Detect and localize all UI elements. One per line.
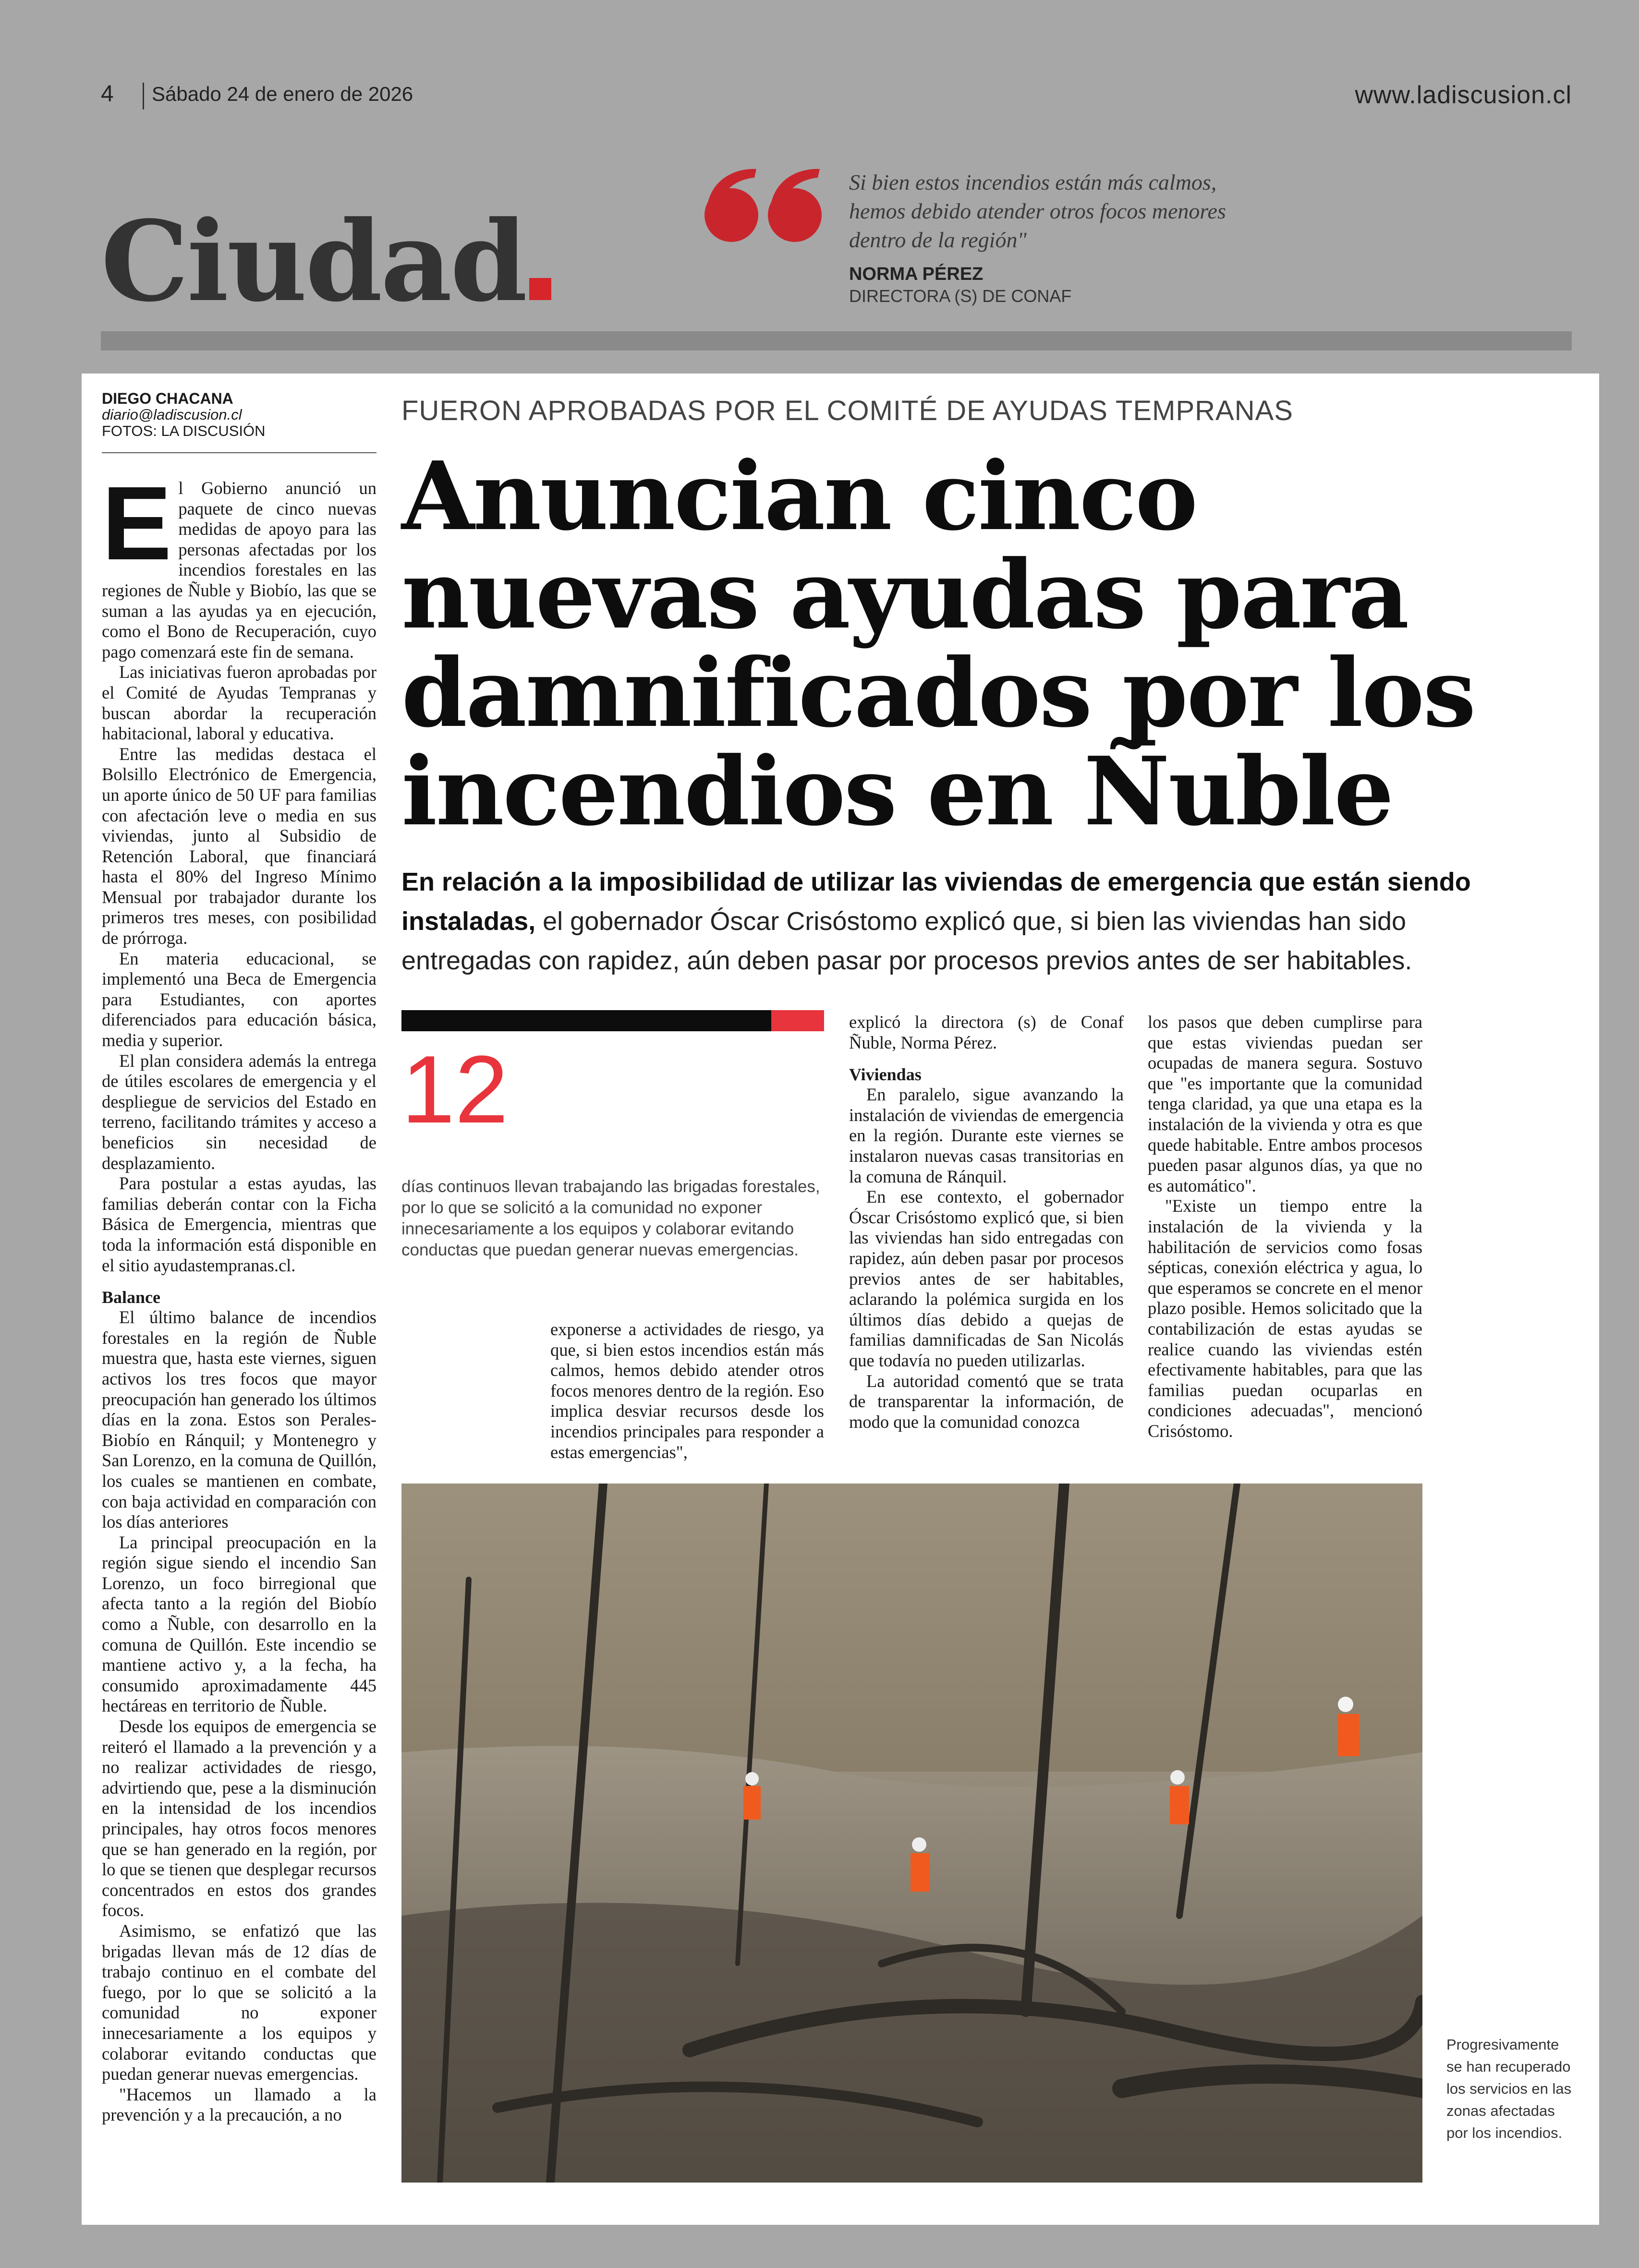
deck-bold: En relación a la imposibilidad de utilizar las viviendas de emergencia que están siendo instaladas, [401, 868, 1471, 936]
pull-quote-name: NORMA PÉREZ [849, 264, 983, 284]
paragraph: los pasos que deben cumplirse para que estas viviendas puedan ser ocupadas de manera segura. Sostuvo que "es importante que la comunidad tenga claridad, ya que una etapa es la instalación de la vivienda y otra es que quede habitable. Entre ambos procesos pueden pasar algunos días, ya que no es automático". [1148, 1012, 1422, 1195]
paragraph: l Gobierno anunció un paquete de cinco nuevas medidas de apoyo para las personas afectadas por los incendios forestales en las regiones de Ñuble y Biobío, las que se suman a las ayudas ya en ejecución, como el Bono de Recuperación, cuyo pago comenzará este fin de semana. [102, 478, 376, 662]
paragraph: "Hacemos un llamado a la prevención y a la precaución, a no [102, 2084, 376, 2125]
page-number: 4 [101, 81, 114, 107]
drop-cap: E [102, 465, 172, 582]
article-column-3 [849, 1012, 1124, 1432]
website-link[interactable]: www.ladiscusion.cl [1355, 81, 1572, 109]
article-column-4 [1148, 1012, 1422, 1441]
paragraph: Entre las medidas destaca el Bolsillo Electrónico de Emergencia, un aporte único de 50 UF para familias con afectación leve o media en sus viviendas, junto al Subsidio de Retención Laboral, que financiará hasta el 80% del Ingreso Mínimo Mensual por trabajador durante los primeros tres meses, con posibilidad de prórroga. [102, 744, 376, 948]
paragraph: "Existe un tiempo entre la instalación de la vivienda y la habilitación de servicios como fosas sépticas, conexión eléctrica y agua, lo que esperamos se concrete en el menor plazo posible. Hemos solicitado que la contabilización de estas ayudas se realice cuando las viviendas estén efectivamente habitables, para que las familias puedan ocuparlas en condiciones adecuadas", mencionó Crisóstomo. [1148, 1196, 1422, 1441]
subheading-viviendas: Viviendas [849, 1065, 922, 1085]
paragraph: La principal preocupación en la región sigue siendo el incendio San Lorenzo, un foco birregional que afecta tanto a la región del Biobío como a Ñuble, con desarrollo en la comuna de Quillón. Este incendio se mantiene activo y, a la fecha, ha consumido aproximadamente 445 hectáreas en territorio de Ñuble. [102, 1532, 376, 1716]
issue-date: Sábado 24 de enero de 2026 [152, 83, 413, 105]
pull-quote-text: Si bien estos incendios están más calmos, hemos debido atender otros focos menores dentro de la región" [849, 170, 1226, 252]
byline-divider [102, 452, 376, 453]
header-separator [143, 83, 144, 109]
paragraph: exponerse a actividades de riesgo, ya que, si bien estos incendios están más calmos, hemos debido atender otros focos menores dentro de la región. Eso implica desviar recursos desde los incendios principales para responder a estas emergencias", [550, 1319, 824, 1462]
paragraph: En ese contexto, el gobernador Óscar Crisóstomo explicó que, si bien las viviendas han sido entregadas con rapidez, aún deben pasar por procesos previos antes de ser habitables, aclarando la polémica surgida en los últimos días debido a quejas de familias damnificadas de San Nicolás que todavía no pueden utilizarlas. [849, 1187, 1124, 1370]
header-divider-bar [101, 331, 1572, 350]
article-photo [401, 1484, 1422, 2183]
deck-text: el gobernador Óscar Crisóstomo explicó que, si bien las viviendas han sido entregadas con rapidez, aún deben pasar por procesos previos antes de ser habitables. [401, 907, 1412, 975]
pull-quote-role: DIRECTORA (S) DE CONAF [849, 286, 1072, 306]
article-kicker: FUERON APROBADAS POR EL COMITÉ DE AYUDAS TEMPRANAS [401, 395, 1293, 426]
paragraph: El último balance de incendios forestales en la región de Ñuble muestra que, hasta este viernes, siguen activos los tres focos que mayor preocupación han generado los últimos días en la zona. Estos son Perales-Biobío en Ránquil; y Montenegro y San Lorenzo, en la comuna de Quillón, los cuales se mantienen en combate, con baja actividad en comparación con los días anteriores [102, 1307, 376, 1532]
subheading-balance: Balance [102, 1288, 160, 1307]
byline-email[interactable]: diario@ladiscusion.cl [102, 406, 242, 423]
stat-text: días continuos llevan trabajando las brigadas forestales, por lo que se solicitó a la comunidad no exponer innecesariamente a los equipos y colaborar evitando conductas que puedan generar nuevas emergencias. [401, 1177, 820, 1259]
paragraph: explicó la directora (s) de Conaf Ñuble, Norma Pérez. [849, 1012, 1124, 1052]
article-headline: Anuncian cinco nuevas ayudas para damnificados por los incendios en Ñuble [401, 441, 1475, 847]
paragraph: En materia educacional, se implementó una Beca de Emergencia para Estudiantes, con aportes diferenciados para educación básica, media y superior. [102, 948, 376, 1050]
photo-caption: Progresivamente se han recuperado los servicios en las zonas afectadas por los incendios. [1446, 2036, 1572, 2141]
paragraph: Desde los equipos de emergencia se reiteró el llamado a la prevención y a no realizar actividades de riesgo, advirtiendo que, pese a la disminución en la intensidad de los incendios principales, hay otros focos menores que se han generado en la región, por lo que se tienen que desplegar recursos concentrados en estos dos grandes focos. [102, 1716, 376, 1920]
section-title [101, 197, 551, 326]
paragraph: En paralelo, sigue avanzando la instalación de viviendas de emergencia en la región. Durante este viernes se instalaron nuevas casas transitorias en la comuna de Ránquil. [849, 1085, 1124, 1186]
byline-photo-credit: FOTOS: LA DISCUSIÓN [102, 422, 266, 439]
byline-author: DIEGO CHACANA [102, 390, 233, 407]
paragraph: El plan considera además la entrega de útiles escolares de emergencia y el despliegue de servicios del Estado en terreno, facilitando trámites y acceso a beneficios sin necesidad de desplazamiento. [102, 1050, 376, 1173]
quote-mark-icon [699, 162, 828, 244]
article-column-1 [102, 465, 376, 2125]
stat-bar-red [771, 1010, 824, 1031]
section-title-text: Ciudad [101, 197, 526, 326]
article-column-2 [550, 1319, 824, 1462]
paragraph: Asimismo, se enfatizó que las brigadas llevan más de 12 días de trabajo continuo en el combate del fuego, por lo que se solicitó a la comunidad no exponer innecesariamente a los equipos y colaborar evitando conductas que puedan generar nuevas emergencias. [102, 1920, 376, 2084]
stat-number: 12 [401, 1036, 509, 1143]
stat-bar-black [401, 1010, 771, 1031]
section-dot [529, 278, 551, 300]
paragraph: Para postular a estas ayudas, las familias deberán contar con la Ficha Básica de Emergencia, mientras que toda la información está disponible en el sitio ayudastempranas.cl. [102, 1173, 376, 1275]
paragraph: Las iniciativas fueron aprobadas por el Comité de Ayudas Tempranas y buscan abordar la recuperación habitacional, laboral y educativa. [102, 662, 376, 744]
paragraph: La autoridad comentó que se trata de transparentar la información, de modo que la comunidad conozca [849, 1371, 1124, 1432]
article-deck [401, 862, 1535, 980]
